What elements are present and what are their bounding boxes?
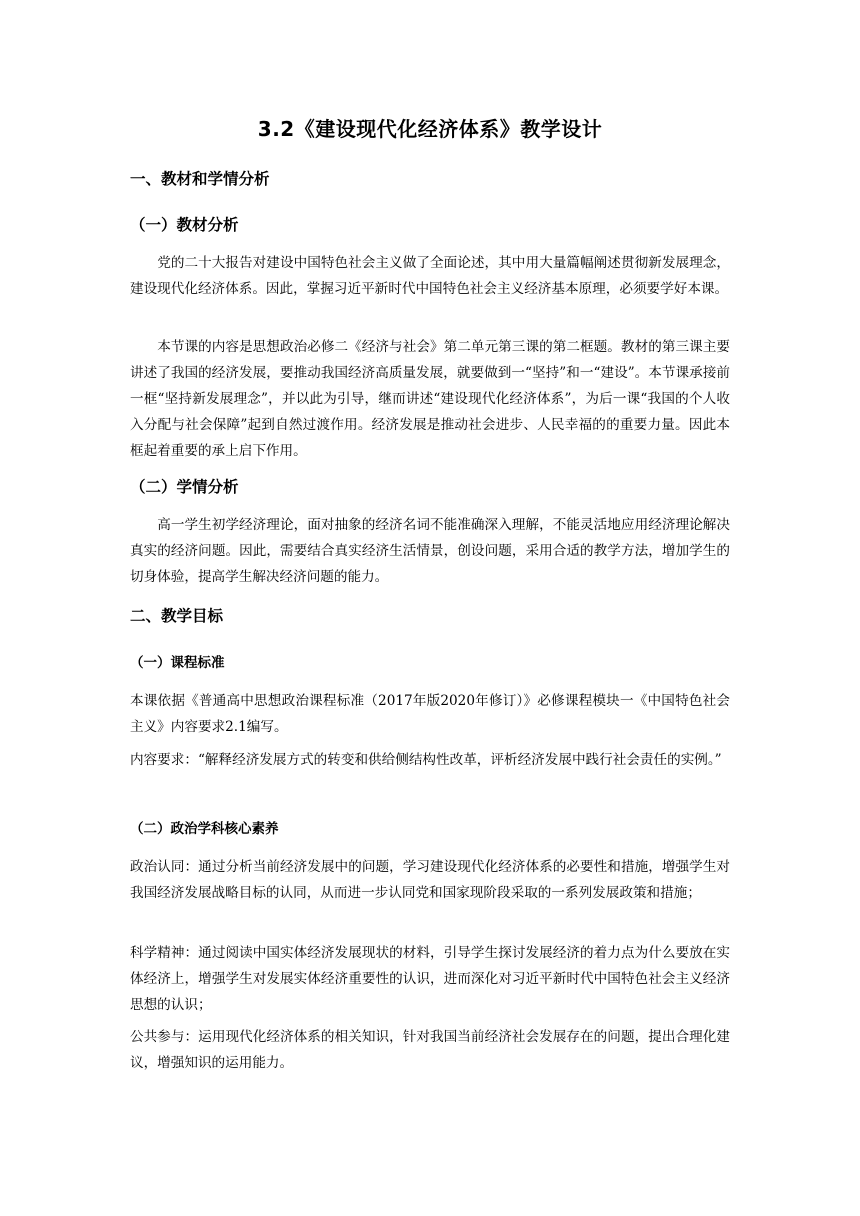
subsection-heading-core-literacy: （二）政治学科核心素养 <box>130 821 279 837</box>
subsection-heading-curriculum-standard: （一）课程标准 <box>130 655 225 671</box>
paragraph-content-requirement: 内容要求：“解释经济发展方式的转变和供给侧结构性改革，评析经济发展中践行社会责任的实例。” <box>130 752 722 768</box>
paragraph-textbook-1: 党的二十大报告对建设中国特色社会主义做了全面论述，其中用大量篇幅阐述贯彻新发展理念，建设现代化经济体系。因此，掌握习近平新时代中国特色社会主义经济基本原理，必须要学好本课。 <box>130 255 730 297</box>
subsection-heading-student-analysis: （二）学情分析 <box>130 478 239 496</box>
paragraph-student-analysis: 高一学生初学经济理论，面对抽象的经济名词不能准确深入理解，不能灵活地应用经济理论解决真实的经济问题。因此，需要结合真实经济生活情景，创设问题，采用合适的教学方法，增加学生的切身体验，提高学生解决经济问题的能力。 <box>130 517 730 585</box>
paragraph-textbook-2: 本节课的内容是思想政治必修二《经济与社会》第二单元第三课的第二框题。教材的第三课主要讲述了我国的经济发展，要推动我国经济高质量发展，就要做到一“坚持”和一“建设”。本节课承接前一框“坚持新发展理念”，并以此为引导，继而讲述“建设现代化经济体系”，为后一课“我国的个人收入分配与社会保障”起到自然过渡作用。经济发展是推动社会进步、人民幸福的的重要力量。因此本框起着重要的承上启下作用。 <box>130 339 730 459</box>
document-title: 3.2《建设现代化经济体系》教学设计 <box>257 117 603 141</box>
paragraph-scientific-spirit: 科学精神：通过阅读中国实体经济发展现状的材料，引导学生探讨发展经济的着力点为什么要放在实体经济上，增强学生对发展实体经济重要性的认识，进而深化对习近平新时代中国特色社会主义经济思想的认识； <box>130 945 730 1013</box>
subsection-heading-textbook-analysis: （一）教材分析 <box>130 216 239 234</box>
paragraph-public-participation: 公共参与：运用现代化经济体系的相关知识，针对我国当前经济社会发展存在的问题，提出合理化建议，增强知识的运用能力。 <box>130 1029 730 1071</box>
section-heading-materials-analysis: 一、教材和学情分析 <box>130 170 270 188</box>
paragraph-political-identity: 政治认同：通过分析当前经济发展中的问题，学习建设现代化经济体系的必要性和措施，增强学生对我国经济发展战略目标的认同，从而进一步认同党和国家现阶段采取的一系列发展政策和措施； <box>130 859 730 901</box>
section-heading-teaching-goals: 二、教学目标 <box>130 607 224 625</box>
paragraph-curriculum-basis: 本课依据《普通高中思想政治课程标准（2017年版2020年修订）》必修课程模块一《中国特色社会主义》内容要求2.1编写。 <box>130 693 730 735</box>
